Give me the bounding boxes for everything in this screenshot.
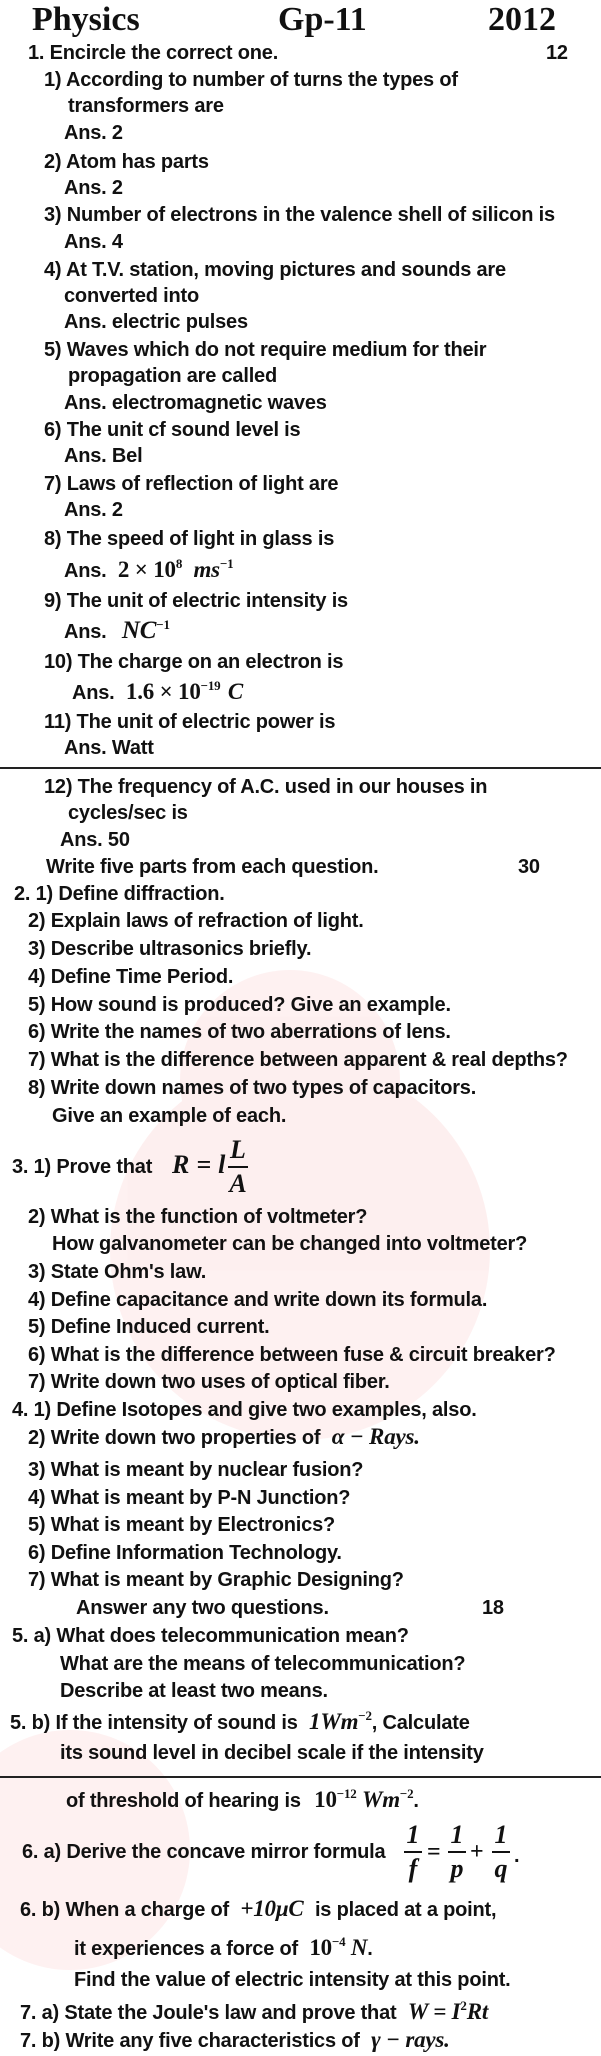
fraction-denominator: A bbox=[229, 1169, 247, 1198]
mcq-question: 11) The unit of electric power is bbox=[44, 711, 336, 733]
short-question: 2) What is the function of voltmeter? bbox=[28, 1206, 368, 1228]
q1-marks: 12 bbox=[546, 42, 568, 64]
formula-eq: = bbox=[196, 1150, 212, 1179]
mcq-answer: Ans. Bel bbox=[64, 445, 143, 467]
answer-unit: NC bbox=[121, 617, 157, 644]
mcq-answer: Ans. electric pulses bbox=[64, 311, 248, 333]
mcq-answer bbox=[64, 558, 233, 583]
fraction-denominator: q bbox=[494, 1854, 508, 1883]
resistance-formula bbox=[172, 1150, 225, 1180]
short-question: Give an example of each. bbox=[52, 1105, 287, 1127]
joule-formula: W = I bbox=[407, 1999, 461, 2024]
page-divider bbox=[0, 767, 601, 769]
short-question: 7) What is the difference between apparent & real depths? bbox=[28, 1049, 568, 1071]
long-question bbox=[74, 1936, 373, 1961]
question-text: it experiences a force of bbox=[74, 1938, 298, 1960]
short-question: 7) Write down two uses of optical fiber. bbox=[28, 1371, 390, 1393]
short-question: 3) What is meant by nuclear fusion? bbox=[28, 1459, 364, 1481]
mcq-question: 5) Waves which do not require medium for their bbox=[44, 339, 487, 361]
mcq-question: 10) The charge on an electron is bbox=[44, 651, 344, 673]
intensity-exponent: −2 bbox=[358, 1708, 372, 1723]
mcq-question: 2) Atom has parts bbox=[44, 151, 209, 173]
answer-value: 2 × 10 bbox=[117, 557, 176, 582]
formula-rho: l bbox=[218, 1150, 226, 1179]
fraction-numerator: 1 bbox=[494, 1820, 508, 1849]
answer-label: Ans. bbox=[64, 560, 107, 582]
formula-lhs: R bbox=[172, 1150, 190, 1179]
short-question: 2. 1) Define diffraction. bbox=[14, 883, 225, 905]
long-question bbox=[66, 1788, 419, 1813]
short-question: 6) What is the difference between fuse & circuit breaker? bbox=[28, 1344, 556, 1366]
short-question: 4) Define Time Period. bbox=[28, 966, 234, 988]
long-question bbox=[20, 2000, 488, 2025]
threshold-value: 10 bbox=[314, 1787, 337, 1812]
section-instruction: Write five parts from each question. bbox=[46, 856, 379, 878]
short-question: 8) Write down names of two types of capacitors. bbox=[28, 1077, 477, 1099]
question-text: . bbox=[413, 1790, 419, 1812]
section-marks: 30 bbox=[518, 856, 540, 878]
long-question: 5. a) What does telecommunication mean? bbox=[12, 1625, 409, 1647]
answer-unit-exponent: −1 bbox=[219, 556, 234, 571]
question-text: 7. a) State the Joule's law and prove that bbox=[20, 2002, 397, 2024]
long-question bbox=[20, 1897, 496, 1922]
mirror-fraction-1 bbox=[404, 1820, 422, 1884]
page-divider bbox=[0, 1776, 601, 1778]
mcq-answer: Ans. 2 bbox=[64, 177, 123, 199]
mcq-question: 6) The unit cf sound level is bbox=[44, 419, 301, 441]
mcq-answer bbox=[64, 619, 170, 644]
mcq-question: 3) Number of electrons in the valence shell of silicon is bbox=[44, 204, 555, 226]
question-text: 2) Write down two properties of bbox=[28, 1427, 321, 1449]
long-question bbox=[20, 2028, 450, 2053]
mcq-answer: Ans. Watt bbox=[64, 737, 154, 759]
mcq-answer: Ans. 2 bbox=[64, 499, 123, 521]
short-question: 4) What is meant by P-N Junction? bbox=[28, 1487, 351, 1509]
mcq-question: converted into bbox=[64, 285, 199, 307]
mcq-question: 9) The unit of electric intensity is bbox=[44, 590, 348, 612]
equals-sign: = bbox=[427, 1839, 441, 1865]
long-question: Find the value of electric intensity at this point. bbox=[74, 1969, 511, 1991]
answer-unit: C bbox=[227, 679, 243, 704]
mcq-question: 12) The frequency of A.C. used in our houses in bbox=[44, 776, 488, 798]
answer-value: 1.6 × 10 bbox=[125, 679, 201, 704]
short-question bbox=[28, 1425, 420, 1450]
section-instruction: Answer any two questions. bbox=[76, 1597, 329, 1619]
long-question: 6. a) Derive the concave mirror formula bbox=[22, 1841, 386, 1863]
mcq-answer: Ans. 50 bbox=[60, 829, 130, 851]
question-text: . bbox=[367, 1938, 373, 1960]
mirror-fraction-2 bbox=[448, 1820, 466, 1884]
period: . bbox=[514, 1845, 520, 1867]
fraction-numerator: 1 bbox=[450, 1820, 464, 1849]
mcq-question: 4) At T.V. station, moving pictures and sounds are bbox=[44, 259, 506, 281]
short-question: 2) Explain laws of refraction of light. bbox=[28, 910, 364, 932]
answer-label: Ans. bbox=[64, 621, 107, 643]
mcq-answer: Ans. 2 bbox=[64, 122, 123, 144]
fraction-numerator: L bbox=[230, 1135, 246, 1164]
long-question: What are the means of telecommunication? bbox=[60, 1653, 466, 1675]
short-question: 3. 1) Prove that bbox=[12, 1156, 153, 1178]
threshold-unit-exponent: −2 bbox=[399, 1786, 414, 1801]
mcq-question: 1) According to number of turns the types of bbox=[44, 69, 458, 91]
question-text: 5. b) If the intensity of sound is bbox=[10, 1712, 298, 1734]
intensity-value: 1Wm bbox=[309, 1709, 359, 1734]
short-question: 5) How sound is produced? Give an example. bbox=[28, 994, 451, 1016]
short-question: 3) State Ohm's law. bbox=[28, 1261, 207, 1283]
short-question: 6) Write the names of two aberrations of lens. bbox=[28, 1021, 451, 1043]
question-text: 6. b) When a charge of bbox=[20, 1899, 229, 1921]
long-question bbox=[10, 1710, 470, 1735]
answer-unit: ms bbox=[193, 557, 220, 582]
threshold-exponent: −12 bbox=[336, 1786, 357, 1801]
force-exponent: −4 bbox=[331, 1934, 346, 1949]
question-text: 7. b) Write any five characteristics of bbox=[20, 2030, 360, 2052]
short-question: 3) Describe ultrasonics briefly. bbox=[28, 938, 312, 960]
answer-exponent: −19 bbox=[200, 678, 221, 693]
short-question: 5) What is meant by Electronics? bbox=[28, 1514, 336, 1536]
fraction-denominator: f bbox=[408, 1854, 418, 1883]
q1-title: 1. Encircle the correct one. bbox=[28, 42, 279, 64]
fraction-denominator: p bbox=[450, 1854, 464, 1883]
short-question: 4) Define capacitance and write down its formula. bbox=[28, 1289, 488, 1311]
answer-label: Ans. bbox=[72, 682, 115, 704]
mcq-question: transformers are bbox=[68, 95, 224, 117]
mcq-answer: Ans. electromagnetic waves bbox=[64, 392, 327, 414]
question-text: , Calculate bbox=[371, 1712, 470, 1734]
short-question: How galvanometer can be changed into voltmeter? bbox=[52, 1233, 528, 1255]
mcq-question: 8) The speed of light in glass is bbox=[44, 528, 335, 550]
long-question: its sound level in decibel scale if the intensity bbox=[60, 1742, 484, 1764]
threshold-unit: Wm bbox=[361, 1787, 400, 1812]
mcq-question: propagation are called bbox=[68, 365, 277, 387]
short-question: 4. 1) Define Isotopes and give two examples, also. bbox=[12, 1399, 477, 1421]
joule-exponent: 2 bbox=[460, 1998, 467, 2013]
mcq-question: cycles/sec is bbox=[68, 802, 188, 824]
mcq-answer: Ans. 4 bbox=[64, 231, 123, 253]
plus-sign: + bbox=[470, 1839, 484, 1865]
fraction-numerator: 1 bbox=[406, 1820, 420, 1849]
mcq-question: 7) Laws of reflection of light are bbox=[44, 473, 339, 495]
charge-value: +10μC bbox=[240, 1896, 304, 1921]
short-question: 6) Define Information Technology. bbox=[28, 1542, 342, 1564]
mcq-answer bbox=[72, 680, 243, 705]
joule-formula-rest: Rt bbox=[466, 1999, 489, 2024]
answer-exponent: 8 bbox=[175, 556, 183, 571]
year-title: 2012 bbox=[488, 1, 556, 38]
answer-unit-exponent: −1 bbox=[156, 617, 170, 632]
short-question: 5) Define Induced current. bbox=[28, 1316, 270, 1338]
force-unit: N bbox=[350, 1935, 368, 1960]
question-text: is placed at a point, bbox=[314, 1899, 497, 1921]
question-text: of threshold of hearing is bbox=[66, 1790, 301, 1812]
section-marks: 18 bbox=[482, 1597, 504, 1619]
short-question: 7) What is meant by Graphic Designing? bbox=[28, 1569, 404, 1591]
long-question: Describe at least two means. bbox=[60, 1680, 328, 1702]
force-value: 10 bbox=[309, 1935, 332, 1960]
gamma-rays-symbol: γ − rays. bbox=[371, 2027, 450, 2052]
formula-fraction bbox=[228, 1135, 248, 1199]
mirror-fraction-3 bbox=[492, 1820, 510, 1884]
group-title: Gp-11 bbox=[278, 1, 367, 38]
subject-title: Physics bbox=[32, 1, 140, 38]
alpha-rays-symbol: α − Rays. bbox=[331, 1424, 420, 1449]
